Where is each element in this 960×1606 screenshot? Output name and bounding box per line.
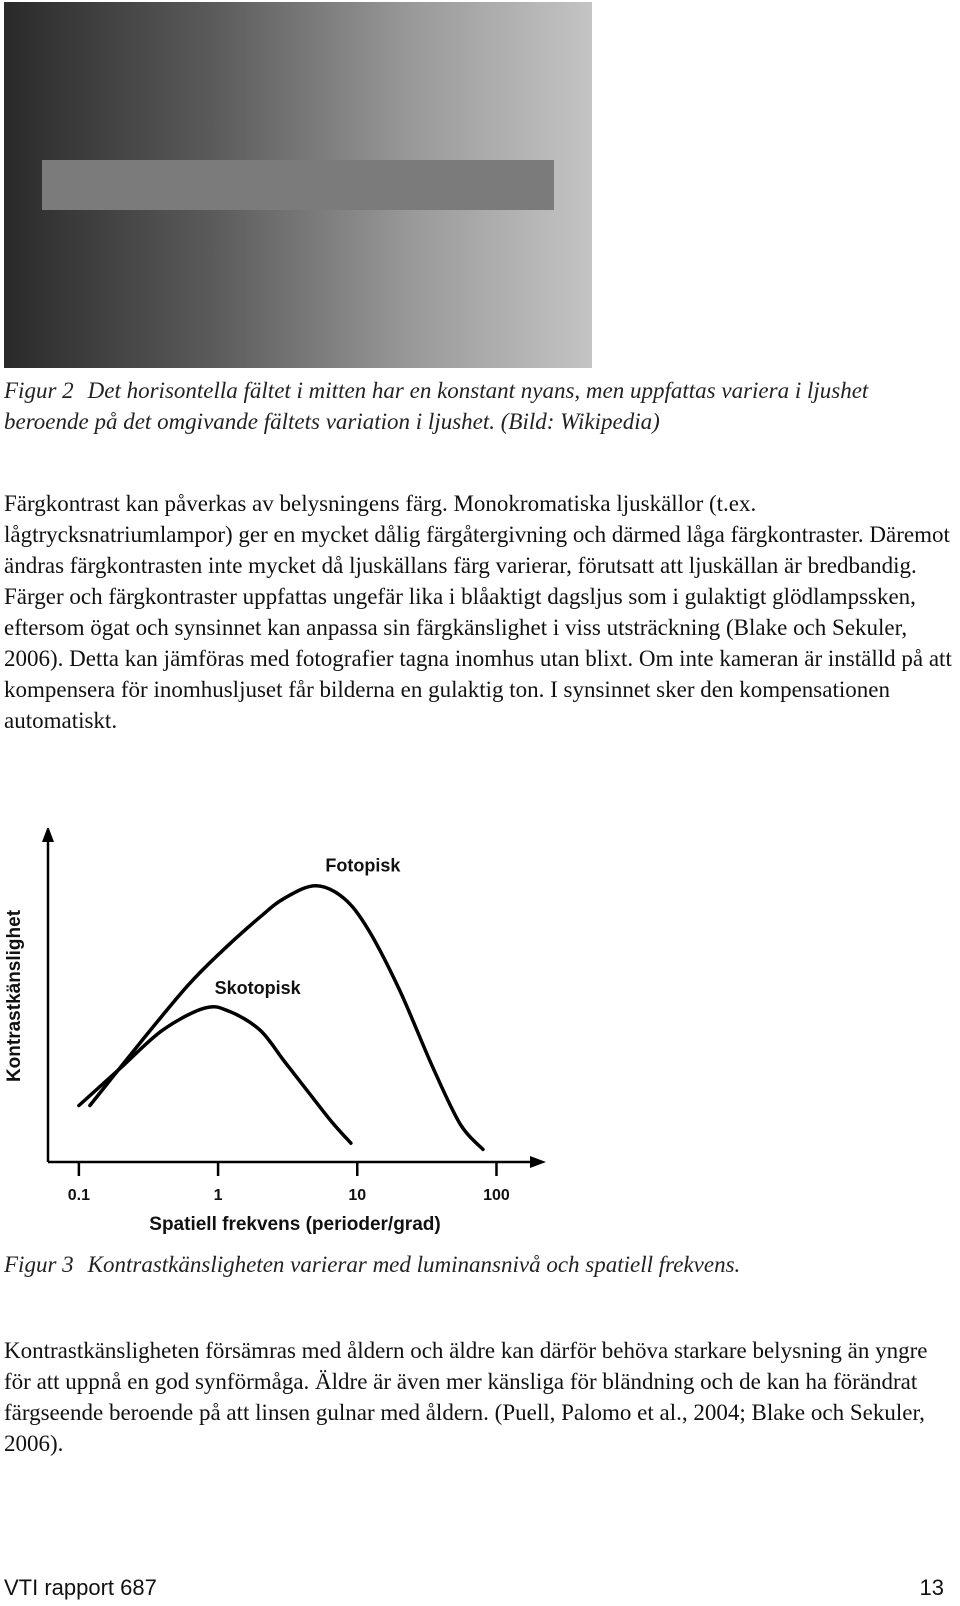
figure-2-caption (4, 375, 954, 437)
figure-3-caption-number: Figur 3 (4, 1252, 74, 1277)
paragraph-2-text: Kontrastkänsligheten försämras med åldern och äldre kan därför behöva starkare belysning än yngre för att uppnå en god synförmåga. Äldre är även mer känsliga för bländning och de kan ha förändrat färgseende beroende på att linsen gulnar med åldern. (Puell, Palomo et al., 2004; Blake och Sekuler, 2006). (4, 1338, 928, 1456)
x-tick-label-1: 1 (213, 1187, 223, 1204)
footer-page-number: 13 (919, 1575, 944, 1600)
x-axis-arrow (530, 1156, 546, 1168)
y-axis-label: Kontrastkänslighet (4, 909, 25, 1083)
footer-report-name: VTI rapport 687 (4, 1575, 157, 1600)
body-paragraph-1 (4, 488, 954, 736)
figure-2-gradient-image (4, 2, 592, 368)
x-tick-label-3: 100 (483, 1187, 510, 1204)
figure-2-caption-number: Figur 2 (4, 378, 74, 403)
contrast-sensitivity-chart (0, 828, 600, 1248)
x-tick-label-0: 0.1 (67, 1187, 91, 1204)
series-label-fotopisk: Fotopisk (325, 855, 401, 876)
figure-3-caption (4, 1249, 954, 1280)
series-label-skotopisk: Skotopisk (214, 978, 301, 999)
series-line-fotopisk (90, 886, 483, 1150)
page-footer (4, 1575, 944, 1601)
figure-3-caption-text: Kontrastkänsligheten varierar med luminansnivå och spatiell frekvens. (87, 1252, 741, 1277)
constant-gray-bar (42, 160, 554, 210)
x-tick-label-2: 10 (348, 1187, 367, 1204)
y-axis-arrow (42, 828, 54, 842)
series-line-skotopisk (79, 1007, 351, 1143)
body-paragraph-2 (4, 1335, 954, 1459)
figure-2-caption-text: Det horisontella fältet i mitten har en konstant nyans, men uppfattas variera i ljushet beroende på det omgivande fältets variation i ljushet. (Bild: Wikipedia) (4, 378, 869, 434)
x-axis-label: Spatiell frekvens (perioder/grad) (149, 1214, 441, 1235)
paragraph-1-text: Färgkontrast kan påverkas av belysningens färg. Monokromatiska ljuskällor (t.ex. lågtrycksnatriumlampor) ger en mycket dålig färgåtergivning och därmed låga färgkontraster. Däremot ändras färgkontrasten inte mycket då ljuskällans färg varierar, förutsatt att ljuskällan är bredbandig. Färger och färgkontraster uppfattas ungefär lika i blåaktigt dagsljus som i gulaktigt glödlampssken, eftersom ögat och synsinnet kan anpassa sin färgkänslighet i viss utsträckning (Blake och Sekuler, 2006). Detta kan jämföras med fotografier tagna inomhus utan blixt. Om inte kameran är inställd på att kompensera för inomhusljuset får bilderna en gulaktig ton. I synsinnet sker den kompensationen automatiskt. (4, 491, 952, 733)
